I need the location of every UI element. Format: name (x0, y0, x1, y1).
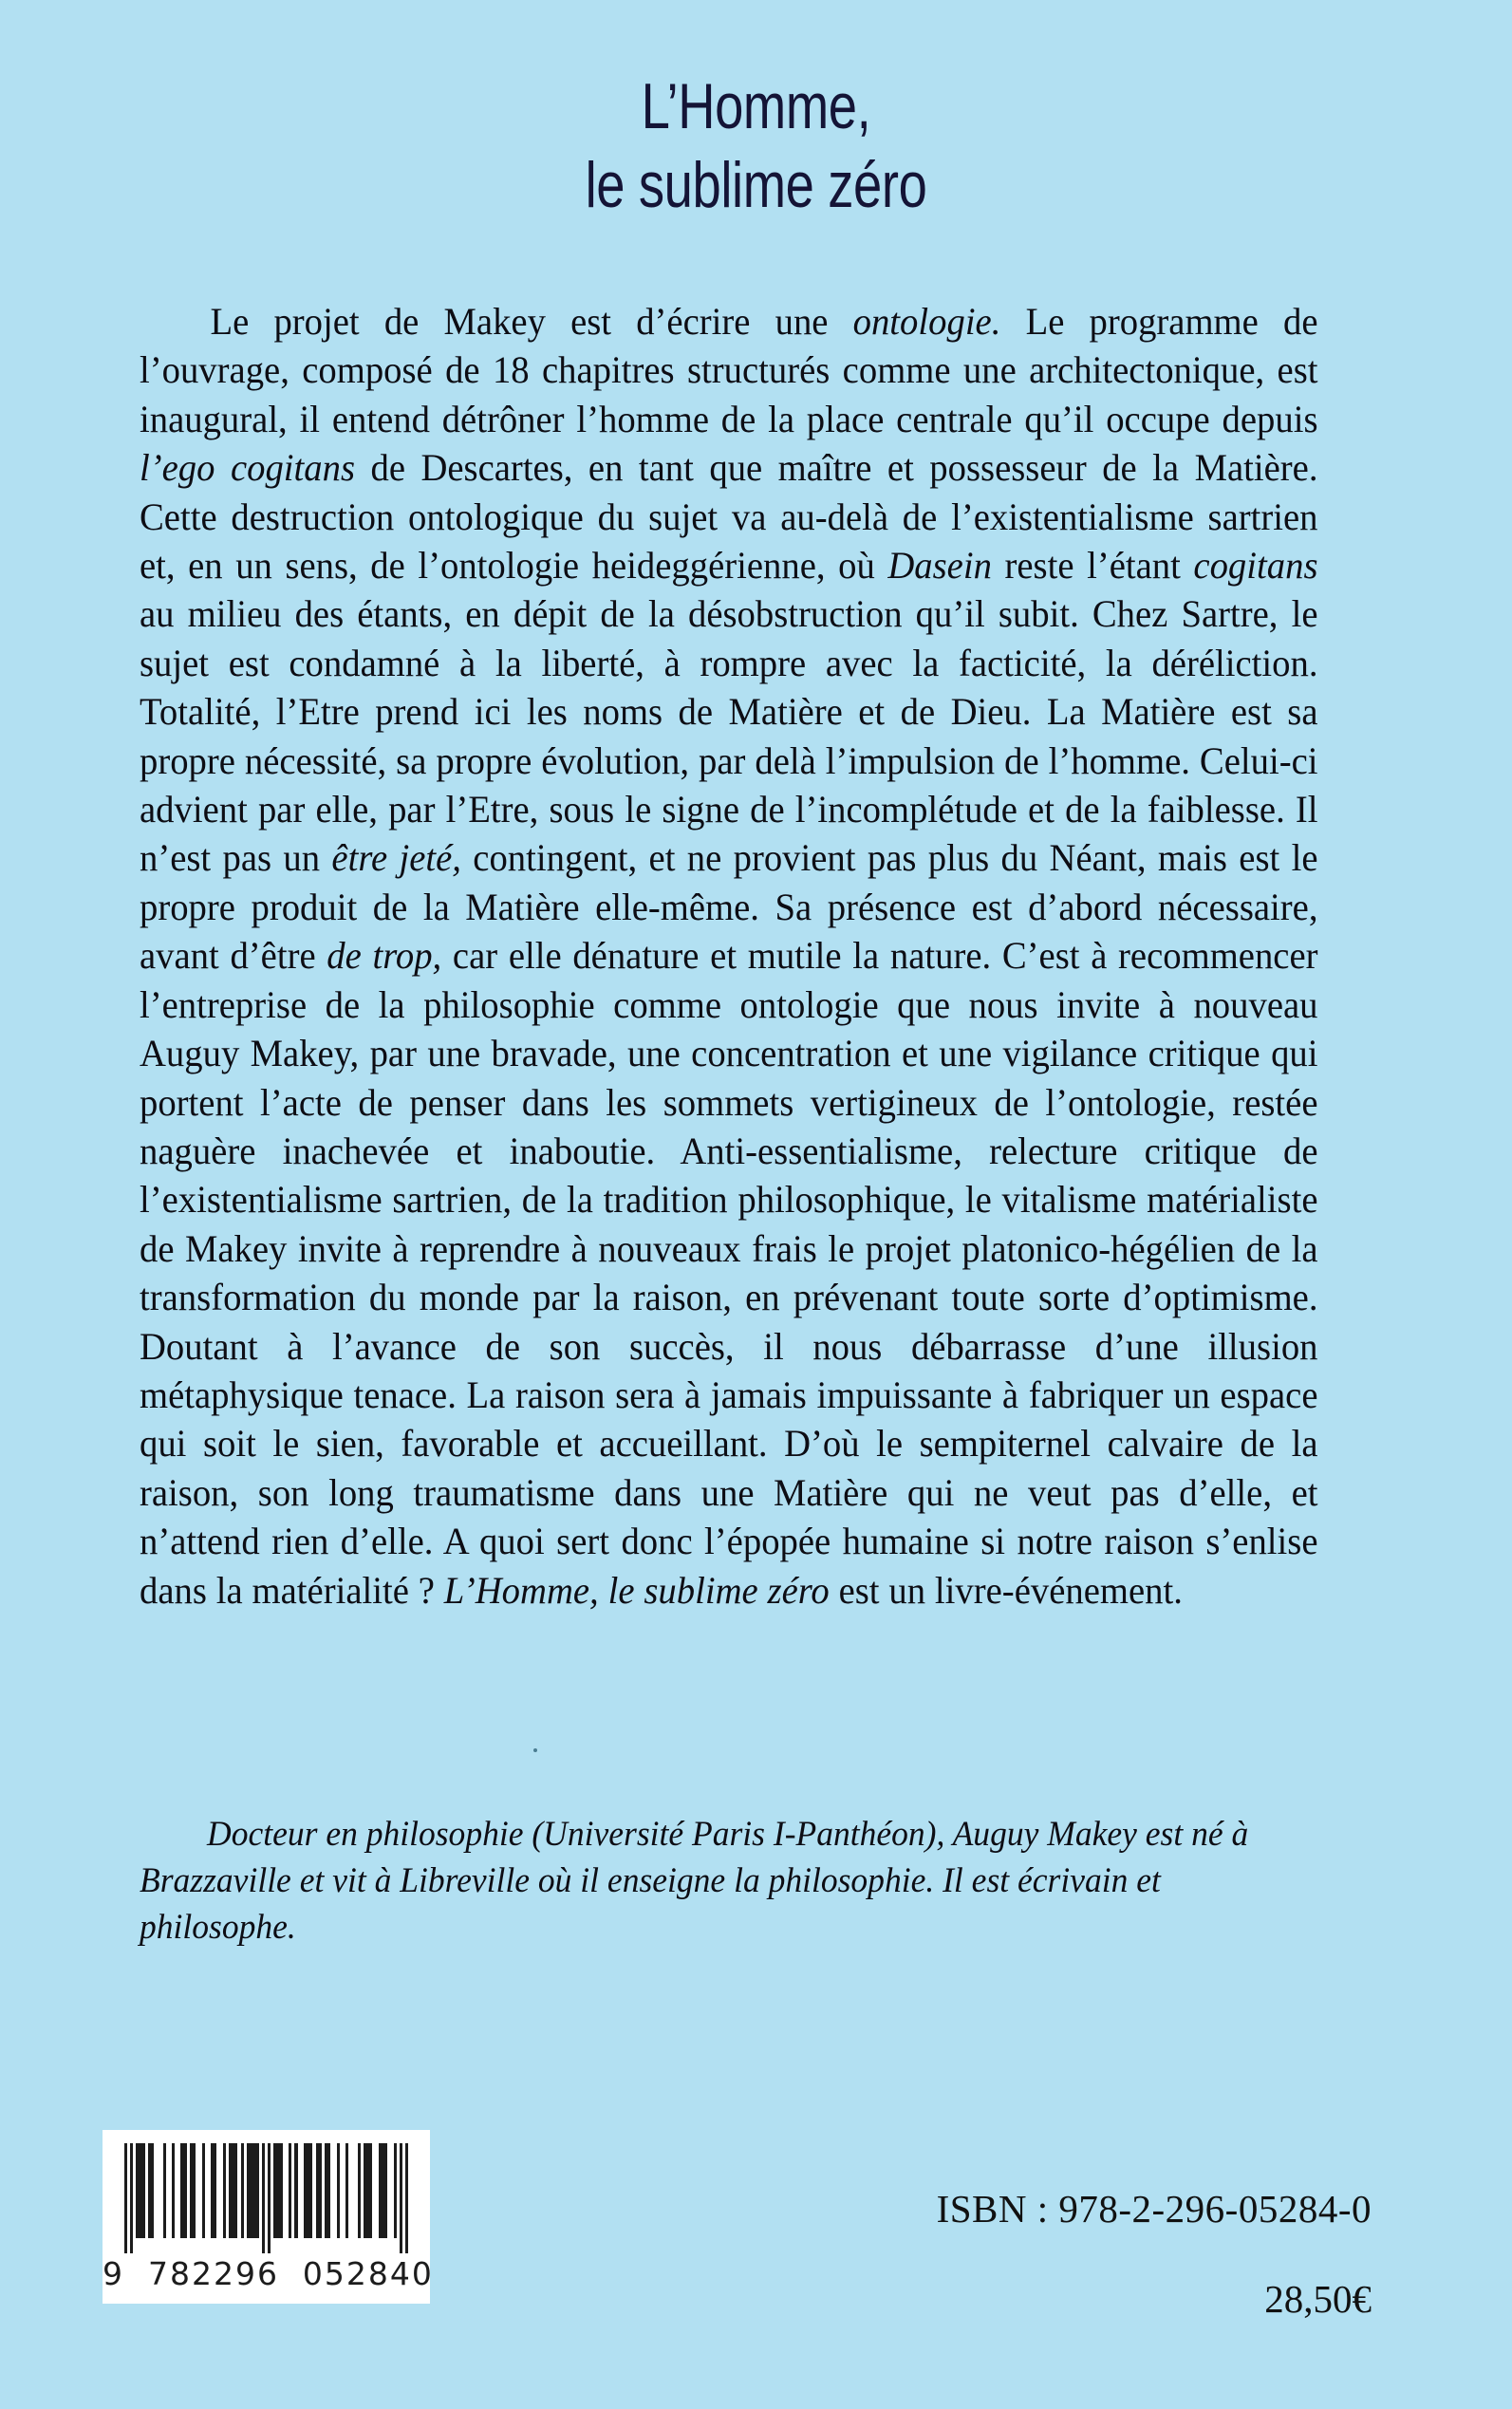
barcode (103, 2130, 434, 2304)
barcode-bar (405, 2143, 408, 2253)
book-title-line-2: le sublime zéro (585, 149, 927, 222)
book-title (0, 72, 1512, 221)
isbn-value: ISBN : 978-2-296-05284-0 (936, 2187, 1372, 2231)
barcode-bar (136, 2143, 144, 2238)
barcode-bars (124, 2143, 409, 2253)
barcode-bar (348, 2143, 357, 2238)
barcode-bar (273, 2143, 282, 2238)
barcode-bar (364, 2143, 372, 2238)
blurb-paragraph: Le projet de Makey est d’écrire une ontologie. Le programme de l’ouvrage, composé de 18 chapitres structurés comme une architectonique, est inaugural, il entend détrôner l’homme de la place centrale qu’il occupe depuis l’ego cogitans de Descartes, en tant que maître et possesseur de la Matière. Cette destruction ontologique du sujet va au-delà de l’existentialisme sartrien et, en un sens, de l’ontologie heideggérienne, où Dasein reste l’étant cogitans au milieu des étants, en dépit de la désobstruction qu’il subit. Chez Sartre, le sujet est condamné à la liberté, à rompre avec la facticité, la déréliction. Totalité, l’Etre prend ici les noms de Matière et de Dieu. La Matière est sa propre nécessité, sa propre évolution, par delà l’impulsion de l’homme. Celui-ci advient par elle, par l’Etre, sous le signe de l’incomplétude et de la faiblesse. Il n’est pas un être jeté, contingent, et ne provient pas plus du Néant, mais est le propre produit de la Matière elle-même. Sa présence est d’abord nécessaire, avant d’être de trop, car elle dénature et mutile la nature. C’est à recommencer l’entreprise de la philosophie comme ontologie que nous invite à nouveau Auguy Makey, par une bravade, une concentration et une vigilance critique qui portent l’acte de penser dans les sommets vertigineux de l’ontologie, restée naguère inachevée et inaboutie. Anti-essentialisme, relecture critique de l’existentialisme sartrien, de la tradition philosophique, le vitalisme matérialiste de Makey invite à reprendre à nouveaux frais le projet platonico-hégélien de la transformation du monde par la raison, en prévenant toute sorte d’optimisme. Doutant à l’avance de son succès, il nous débarrasse d’une illusion métaphysique tenace. La raison sera à jamais impuissante à fabriquer un espace qui soit le sien, favorable et accueillant. D’où le sempiternel calvaire de la raison, son long traumatisme dans une Matière qui ne veut pas d’elle, et n’attend rien d’elle. A quoi sert donc l’épopée humaine si notre raison s’enlise dans la matérialité ? L’Homme, le sublime zéro est un livre-événement. (140, 300, 1318, 1612)
separator-dot (533, 1748, 537, 1752)
book-title-line-1: L’Homme, (641, 70, 871, 142)
barcode-bar (379, 2143, 387, 2238)
barcode-bar (229, 2143, 237, 2238)
blurb-section (140, 297, 1373, 1615)
isbn-section (937, 2186, 1372, 2322)
barcode-bar (247, 2143, 259, 2238)
barcode-bar (154, 2143, 162, 2238)
barcode-bar (304, 2143, 312, 2238)
author-bio-paragraph: Docteur en philosophie (Université Paris I-Panthéon), Auguy Makey est né à Brazzaville et vit à Libreville où il enseigne la philosophie. Il est écrivain et philosophe. (140, 1815, 1249, 1947)
author-bio-section (140, 1811, 1373, 1951)
price-value: 28,50€ (1264, 2277, 1372, 2321)
barcode-digits: 9 782296 052840 (103, 2255, 434, 2292)
